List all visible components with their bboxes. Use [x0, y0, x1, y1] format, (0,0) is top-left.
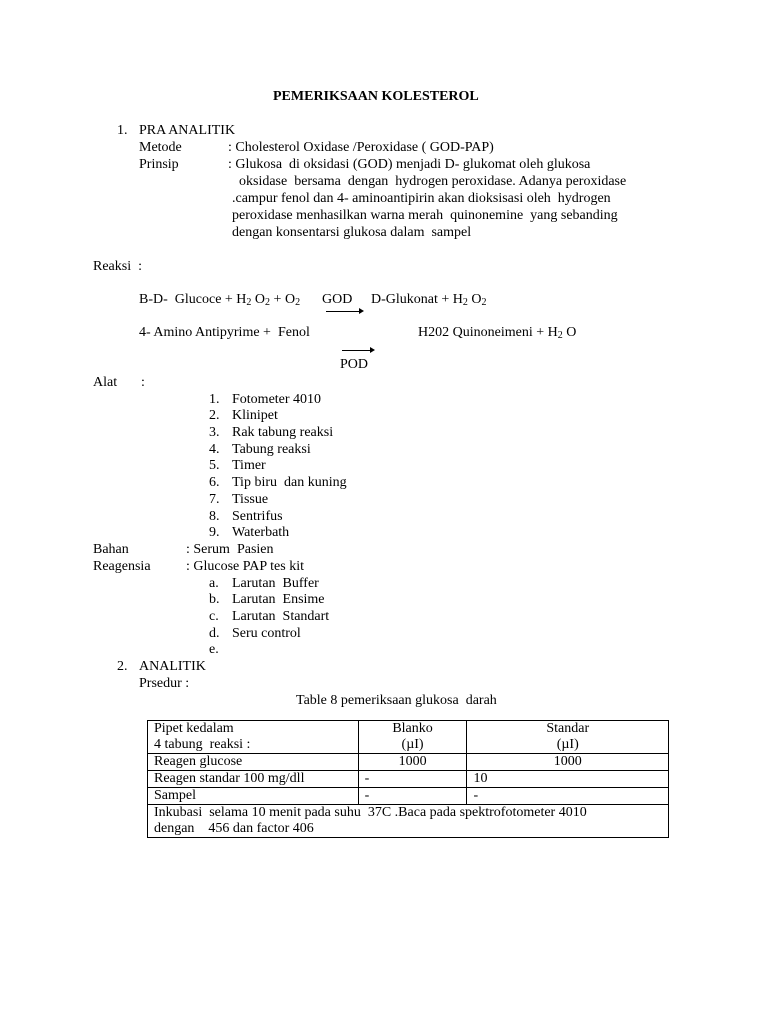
list-item-text: Sentrifus — [232, 509, 283, 524]
list-item-text: Waterbath — [232, 525, 290, 540]
list-item-text: Klinipet — [232, 408, 278, 423]
reaction-1-arrow — [326, 311, 359, 312]
list-item: 6. — [209, 475, 220, 490]
metode-label: Metode — [139, 140, 182, 155]
prinsip-line: dengan konsentarsi glukosa dalam sampel — [232, 225, 472, 240]
list-item-text: Seru control — [232, 626, 301, 641]
list-item: 1. — [209, 392, 220, 407]
reaksi-label: Reaksi : — [93, 259, 142, 274]
list-item: a. — [209, 576, 219, 591]
reaction-1-arrowhead — [359, 308, 364, 314]
list-item: 7. — [209, 492, 220, 507]
prosedur-label: Prsedur : — [139, 676, 190, 691]
bahan-label: Bahan — [93, 542, 129, 557]
reaction-2-left: 4- Amino Antipyrime + Fenol — [139, 325, 310, 340]
reaction-2-enzyme: POD — [340, 357, 369, 372]
table-cell: - — [358, 771, 467, 788]
table-cell: Sampel — [148, 788, 359, 805]
table-note: Inkubasi selama 10 menit pada suhu 37C .Baca pada spektrofotometer 4010 dengan 456 dan factor 406 — [148, 805, 669, 838]
prinsip-line: peroxidase menhasilkan warna merah quinonemine yang sebanding — [232, 208, 618, 223]
table-cell: Reagen standar 100 mg/dll — [148, 771, 359, 788]
list-item: e. — [209, 642, 219, 657]
prinsip-line: .campur fenol dan 4- aminoantipirin akan dioksisasi oleh hydrogen — [232, 191, 611, 206]
bahan-value: : Serum Pasien — [186, 542, 274, 557]
list-item-text: Tip biru dan kuning — [232, 475, 347, 490]
reaction-1-right: D-Glukonat + $H_2$ $O_2$ — [371, 292, 487, 308]
table-cell: Reagen glucose — [148, 754, 359, 771]
list-item-text: Timer — [232, 458, 266, 473]
table-row — [148, 771, 669, 788]
list-item: 8. — [209, 509, 220, 524]
table-header-cell: Blanko (µI) — [358, 721, 467, 754]
alat-colon: : — [141, 375, 145, 390]
list-item-text: Larutan Ensime — [232, 592, 325, 607]
table-header-row — [148, 721, 669, 754]
table-note-row — [148, 805, 669, 838]
table-row — [148, 754, 669, 771]
list-item-text: Larutan Standart — [232, 609, 330, 624]
list-item-text: Larutan Buffer — [232, 576, 319, 591]
reagensia-label: Reagensia — [93, 559, 151, 574]
list-item-text: Rak tabung reaksi — [232, 425, 334, 440]
list-item: b. — [209, 592, 220, 607]
reaction-2-right: H202 Quinoneimeni + $H_2$ O — [418, 325, 577, 341]
list-item: 9. — [209, 525, 220, 540]
reaction-2-arrowhead — [370, 347, 375, 353]
list-item: 2. — [209, 408, 220, 423]
table-cell: - — [358, 788, 467, 805]
section2-number: 2. — [117, 659, 128, 674]
reagensia-value: : Glucose PAP tes kit — [186, 559, 304, 574]
section1-heading: PRA ANALITIK — [139, 123, 236, 138]
list-item-text: Tissue — [232, 492, 269, 507]
page-title: PEMERIKSAAN KOLESTEROL — [273, 89, 479, 104]
table-cell: 1000 — [467, 754, 669, 771]
list-item: d. — [209, 626, 220, 641]
table-header-cell: Pipet kedalam 4 tabung reaksi : — [148, 721, 359, 754]
metode-value: : Cholesterol Oxidase /Peroxidase ( GOD-PAP) — [228, 140, 494, 155]
table-row — [148, 788, 669, 805]
prinsip-line: : Glukosa di oksidasi (GOD) menjadi D- glukomat oleh glukosa — [228, 157, 591, 172]
section2-heading: ANALITIK — [139, 659, 206, 674]
alat-label: Alat — [93, 375, 118, 390]
table-header-cell: Standar (µI) — [467, 721, 669, 754]
reaction-2-arrow — [342, 350, 370, 351]
procedure-table — [147, 720, 669, 838]
prinsip-line: oksidase bersama dengan hydrogen peroxidase. Adanya peroxidase — [232, 174, 627, 189]
list-item-text: Fotometer 4010 — [232, 392, 322, 407]
list-item-text: Tabung reaksi — [232, 442, 311, 457]
table-cell: 10 — [467, 771, 669, 788]
list-item: 4. — [209, 442, 220, 457]
section1-number: 1. — [117, 123, 128, 138]
prinsip-label: Prinsip — [139, 157, 179, 172]
reaction-1-left: B-D- Glucoce + $H_2$ $O_2 + O_2$ — [139, 292, 301, 308]
reaction-1-enzyme: GOD — [322, 292, 353, 307]
table-caption: Table 8 pemeriksaan glukosa darah — [296, 693, 497, 708]
list-item: 3. — [209, 425, 220, 440]
list-item: 5. — [209, 458, 220, 473]
table-cell: 1000 — [358, 754, 467, 771]
table-cell: - — [467, 788, 669, 805]
list-item: c. — [209, 609, 219, 624]
